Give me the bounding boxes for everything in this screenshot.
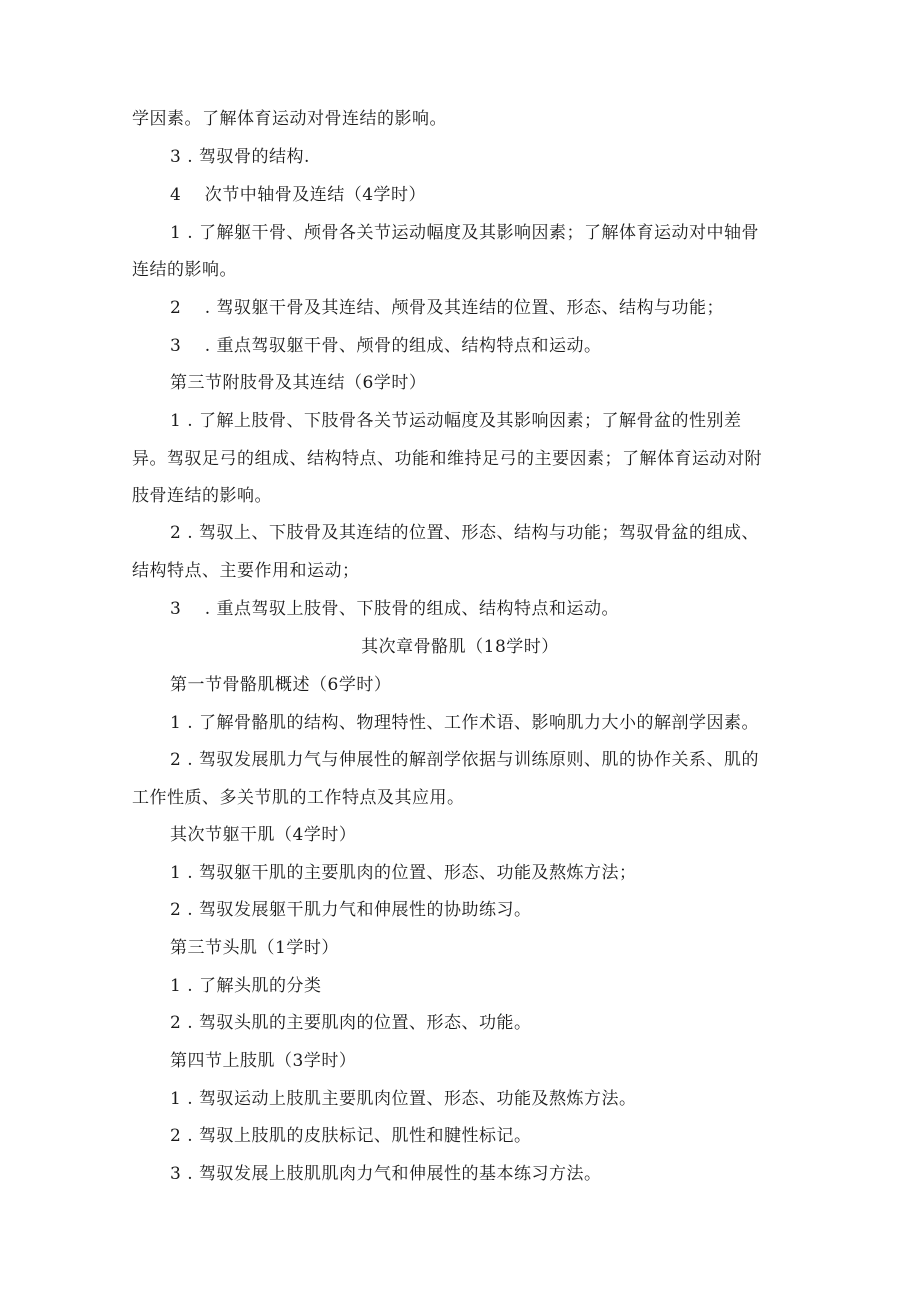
paragraph-line: 工作性质、多关节肌的工作特点及其应用。 <box>132 788 465 808</box>
list-item: 1 . 了解头肌的分类 <box>170 976 322 996</box>
list-item: 2 . 驾驭发展肌力气与伸展性的解剖学依据与训练原则、肌的协作关系、肌的 <box>170 750 760 770</box>
list-item: 2 . 驾驭发展躯干肌力气和伸展性的协助练习。 <box>170 900 532 920</box>
paragraph-line: 异。驾驭足弓的组成、结构特点、功能和维持足弓的主要因素；了解体育运动对附 <box>132 449 762 469</box>
section-heading: 第三节附肢骨及其连结（6学时） <box>170 373 427 393</box>
list-item: 1 . 了解骨骼肌的结构、物理特性、工作术语、影响肌力大小的解剖学因素。 <box>170 713 760 733</box>
list-item: 2 . 驾驭上、下肢骨及其连结的位置、形态、结构与功能；驾驭骨盆的组成、 <box>170 523 760 543</box>
section-heading: 第三节头肌（1学时） <box>170 938 339 958</box>
list-item: 3 . 驾驭发展上肢肌肌肉力气和伸展性的基本练习方法。 <box>170 1164 602 1184</box>
chapter-title: 其次章骨骼肌（18学时） <box>361 637 559 657</box>
list-item: 1 . 了解上肢骨、下肢骨各关节运动幅度及其影响因素；了解骨盆的性别差 <box>170 411 742 431</box>
section-heading: 4 次节中轴骨及连结（4学时） <box>170 185 427 205</box>
list-item: 1 . 了解躯干骨、颅骨各关节运动幅度及其影响因素；了解体育运动对中轴骨 <box>170 223 760 243</box>
section-heading: 其次节躯干肌（4学时） <box>170 825 357 845</box>
paragraph-line: 肢骨连结的影响。 <box>132 486 272 506</box>
list-item: 1 . 驾驭运动上肢肌主要肌肉位置、形态、功能及熬炼方法。 <box>170 1089 637 1109</box>
paragraph-line: 学因素。了解体育运动对骨连结的影响。 <box>132 109 447 129</box>
list-item: 1 . 驾驭躯干肌的主要肌肉的位置、形态、功能及熬炼方法； <box>170 863 637 883</box>
paragraph-line: 结构特点、主要作用和运动； <box>132 561 360 581</box>
list-item: 2 . 驾驭头肌的主要肌肉的位置、形态、功能。 <box>170 1013 532 1033</box>
section-heading: 第四节上肢肌（3学时） <box>170 1051 357 1071</box>
list-item: 2 . 驾驭躯干骨及其连结、颅骨及其连结的位置、形态、结构与功能； <box>170 298 725 318</box>
section-heading: 第一节骨骼肌概述（6学时） <box>170 675 392 695</box>
list-item: 3 . 驾驭骨的结构. <box>170 147 310 167</box>
list-item: 3 . 重点驾驭上肢骨、下肢骨的组成、结构特点和运动。 <box>170 599 620 619</box>
list-item: 2 . 驾驭上肢肌的皮肤标记、肌性和腱性标记。 <box>170 1126 532 1146</box>
list-item: 3 . 重点驾驭躯干骨、颅骨的组成、结构特点和运动。 <box>170 336 602 356</box>
paragraph-line: 连结的影响。 <box>132 260 237 280</box>
